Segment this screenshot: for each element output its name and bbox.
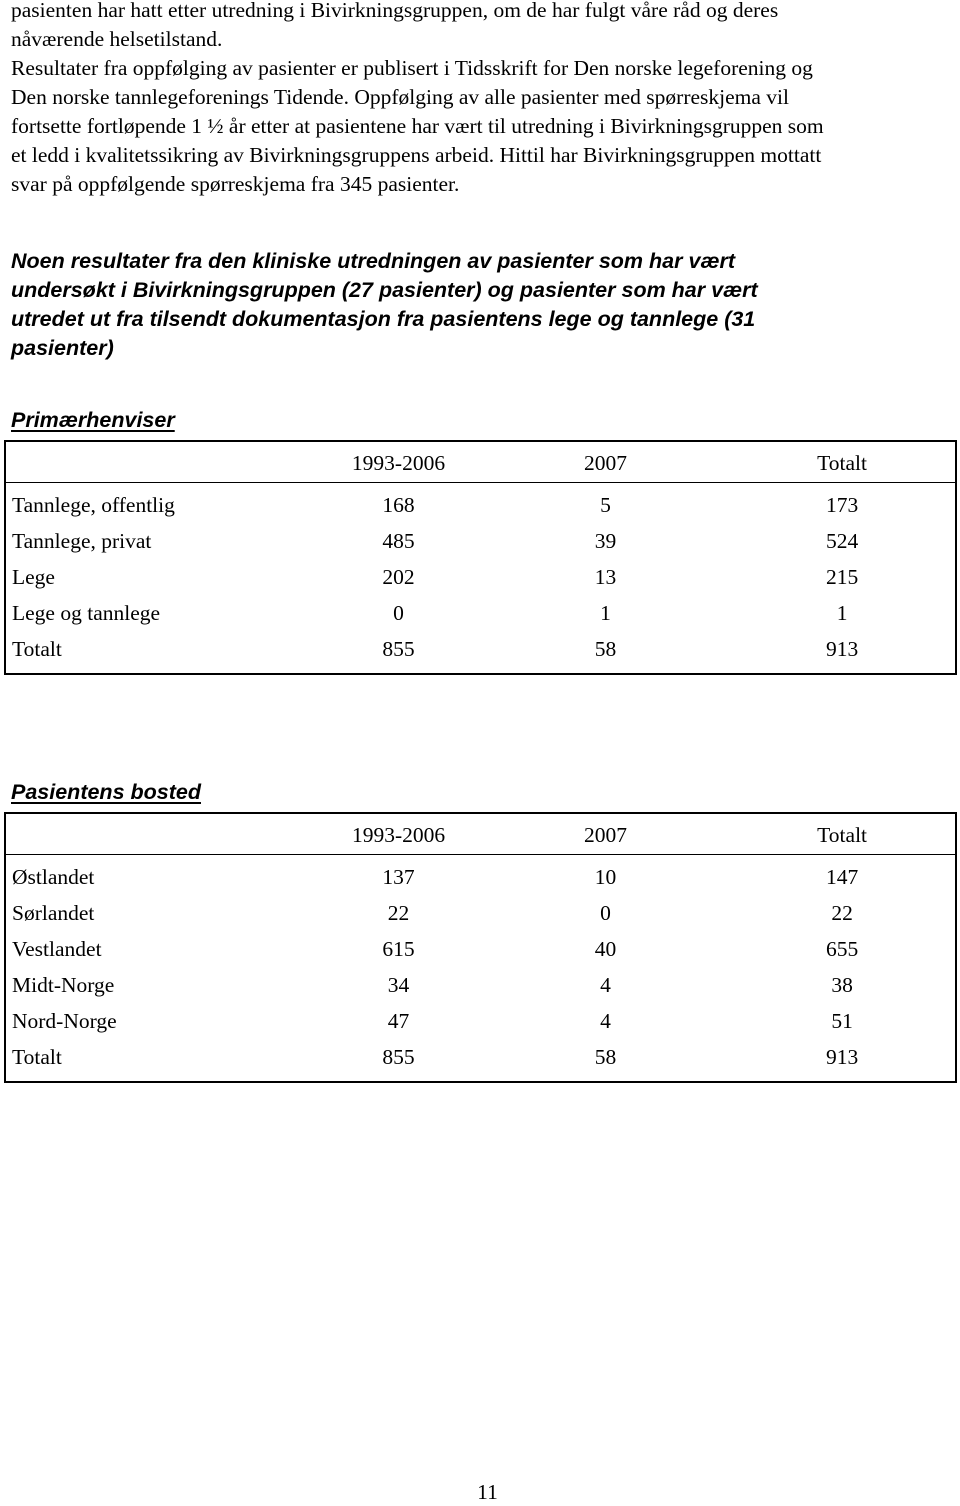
primary-referrer-table: [4, 440, 957, 675]
table-cell: 855: [382, 1045, 415, 1069]
row-label: Totalt: [12, 637, 62, 661]
table-cell: 4: [600, 1009, 611, 1033]
table-cell: 13: [594, 565, 617, 589]
row-label: Lege: [12, 565, 55, 589]
row-label: Vestlandet: [12, 937, 102, 961]
table-row: [5, 595, 956, 631]
table-row: [5, 1039, 956, 1082]
row-label: Midt-Norge: [12, 973, 115, 997]
intro-line: Den norske tannlegeforenings Tidende. Oppfølging av alle pasienter med spørreskjema vil: [11, 85, 789, 109]
table-cell: 22: [387, 901, 410, 925]
row-label: Lege og tannlege: [12, 601, 161, 625]
heading-line: pasienter): [11, 336, 114, 360]
table-cell: 10: [594, 865, 617, 889]
table-cell: 40: [594, 937, 617, 961]
row-label: Tannlege, privat: [12, 529, 152, 553]
table-row: [5, 967, 956, 1003]
intro-line: et ledd i kvalitetssikring av Bivirkningsgruppens arbeid. Hittil har Bivirkningsgruppen mottatt: [11, 143, 822, 167]
table-cell: 202: [382, 565, 415, 589]
table-cell: 34: [387, 973, 410, 997]
primary-referrer-title: Primærhenviser: [11, 408, 175, 432]
intro-line: Resultater fra oppfølging av pasienter er publisert i Tidsskrift for Den norske legeforening og: [11, 56, 813, 80]
table-header-row: [5, 441, 956, 483]
table-row: [5, 895, 956, 931]
header-cell: 2007: [482, 441, 729, 483]
table-cell: 0: [393, 601, 404, 625]
table-cell: 47: [387, 1009, 410, 1033]
table-cell: 39: [594, 529, 617, 553]
header-cell: 1993-2006: [315, 441, 482, 483]
row-label: Østlandet: [12, 865, 95, 889]
table-cell: 485: [382, 529, 415, 553]
header-cell: [5, 813, 315, 855]
table-row: [5, 483, 956, 524]
intro-line: pasienten har hatt etter utredning i Bivirkningsgruppen, om de har fulgt våre råd og deres: [11, 0, 779, 22]
heading-line: undersøkt i Bivirkningsgruppen (27 pasienter) og pasienter som har vært: [11, 278, 758, 302]
intro-line: nåværende helsetilstand.: [11, 27, 223, 51]
row-label: Sørlandet: [12, 901, 95, 925]
table-cell: 147: [825, 865, 859, 889]
table-cell: 913: [825, 637, 859, 661]
row-label: Totalt: [12, 1045, 62, 1069]
header-cell: [5, 441, 315, 483]
table-cell: 51: [831, 1009, 853, 1033]
table-cell: 1: [836, 601, 848, 625]
intro-line: fortsette fortløpende 1 ½ år etter at pasientene har vært til utredning i Bivirkningsgruppen som: [11, 114, 824, 138]
row-label: Tannlege, offentlig: [12, 493, 175, 517]
table-cell: 655: [825, 937, 859, 961]
heading-line: utredet ut fra tilsendt dokumentasjon fra pasientens lege og tannlege (31: [11, 307, 756, 331]
table-row: [5, 931, 956, 967]
table-row: [5, 523, 956, 559]
table-cell: 524: [825, 529, 859, 553]
section-heading: [11, 247, 951, 363]
header-cell: Totalt: [729, 813, 956, 855]
residence-table: [4, 812, 957, 1083]
table-row: [5, 1003, 956, 1039]
table-cell: 58: [594, 637, 617, 661]
table-cell: 1: [600, 601, 611, 625]
table-cell: 137: [382, 865, 415, 889]
table-cell: 0: [600, 901, 611, 925]
page-number: 11: [477, 1480, 498, 1504]
row-label: Nord-Norge: [12, 1009, 117, 1033]
table-cell: 615: [382, 937, 415, 961]
header-cell: 1993-2006: [315, 813, 482, 855]
table-cell: 855: [382, 637, 415, 661]
table-cell: 173: [825, 493, 859, 517]
table-cell: 4: [600, 973, 611, 997]
table-cell: 168: [382, 493, 415, 517]
table-header-row: [5, 813, 956, 855]
header-cell: 2007: [482, 813, 729, 855]
table-cell: 22: [831, 901, 853, 925]
table-row: [5, 631, 956, 674]
table-row: [5, 559, 956, 595]
header-cell: Totalt: [729, 441, 956, 483]
table-cell: 913: [825, 1045, 859, 1069]
heading-line: Noen resultater fra den kliniske utredningen av pasienter som har vært: [11, 249, 736, 273]
table-cell: 38: [831, 973, 853, 997]
intro-paragraph: [11, 0, 951, 199]
intro-line: svar på oppfølgende spørreskjema fra 345 pasienter.: [11, 172, 460, 196]
table-cell: 58: [594, 1045, 617, 1069]
residence-title: Pasientens bosted: [11, 780, 201, 804]
table-cell: 215: [825, 565, 859, 589]
table-row: [5, 855, 956, 896]
table-cell: 5: [600, 493, 611, 517]
